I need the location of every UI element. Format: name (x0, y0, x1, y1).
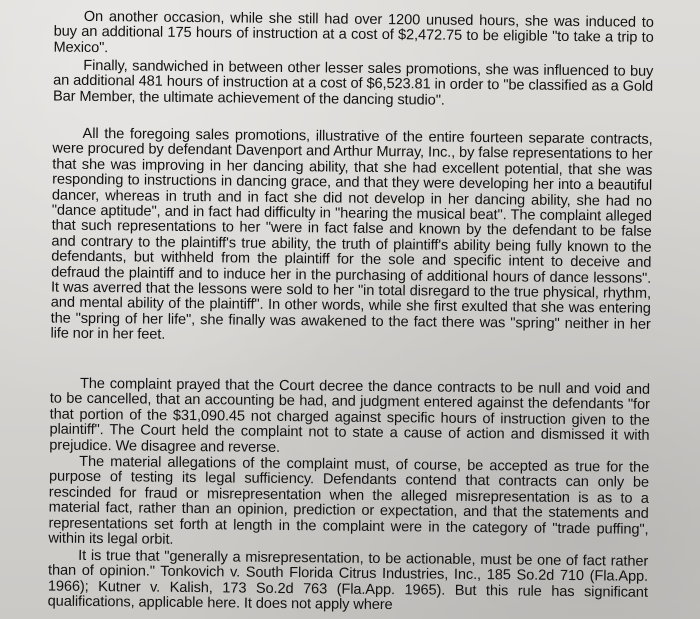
paragraph-1 (53, 10, 653, 62)
paragraph-4 (49, 377, 650, 460)
paragraph-2-text: Finally, sandwiched in between other lesser sales promotions, she was influenced to buy an additional 481 hours of instruction at a cost of $6,523.81 in order to "be classified as a Gold Bar Member, the ultimate achievement of the dancing studio". (52, 57, 654, 109)
paragraph-4-text: The complaint prayed that the Court decree the dance contracts to be null and void and to be cancelled, that an accounting be had, and judgment entered against the defendants "for that portion of the $31,090.45 not charged against specific hours of instruction given to the plaintiff". The Court held the complaint not to state a cause of action and dismissed it with prejudice. We disagree and reverse. (49, 375, 651, 456)
paragraph-5 (48, 455, 649, 554)
paragraph-1-text: On another occasion, while she still had over 1200 unused hours, she was induced to buy an additional 175 hours of instruction at a cost of $2,472.75 to be eligible "to take a trip to Mexico". (53, 8, 654, 56)
paragraph-3-text: All the foregoing sales promotions, illustrative of the entire fourteen separate contracts, were procured by defendant Davenport and Arthur Murray, Inc., by false representations to her that she was improving in her dancing ability, that she had excellent potential, that she was responding to instructions in dancing grace, and that they were developing her into a beautiful dancer, whereas in truth and in fact she did not develop in her dancing ability, she had no "dance aptitude", and in fact had difficulty in "hearing the musical beat". The complaint alleged that such representations to her "were in fact false and known by the defendant to be false and contrary to the plaintiff's true ability, the truth of plaintiff's ability being fully known to the defendants, but withheld from the plaintiff for the sole and specific intent to deceive and defraud the plaintiff and to induce her in the purchasing of additional hours of dance lessons". It was averred that the lessons were sold to her "in total disregard to the true physical, rhythm, and mental ability of the plaintiff". In other words, while she first exulted that she was entering the "spring of her life", she finally was awakened to the fact there was "spring" neither in her life nor in her feet. (50, 125, 653, 344)
paragraph-3 (50, 127, 652, 349)
paragraph-2 (53, 59, 653, 111)
paragraph-5-text: The material allegations of the complaint must, of course, be accepted as true for the purpose of testing its legal sufficiency. Defendants contend that contracts can only be rescinded for fraud or misrepresentation when the alleged misrepresentation is as to a material fact, rather than an opinion, prediction or expectation, and that the statements and representations set forth at length in the complaint were in the category of "trade puffing", within its legal orbit. (48, 453, 650, 548)
paragraph-6 (48, 549, 649, 617)
paragraph-6-text: It is true that "generally a misrepresentation, to be actionable, must be one of fact rather than of opinion." Tonkovich v. South Florida Citrus Industries, Inc., 185 So.2d 710 (Fla.App. 1966); Kutner v. Kalish, 173 So.2d 763 (Fla.App. 1965). But this rule has significant qualifications, applicable here. It does not apply where (47, 547, 649, 614)
